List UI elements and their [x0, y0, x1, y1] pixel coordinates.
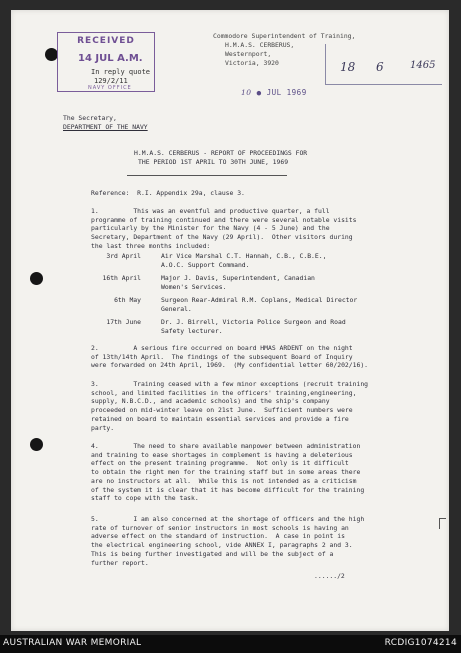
archive-footer	[0, 635, 461, 653]
stamp-reply-label: In reply quote	[91, 68, 151, 76]
subject-underline	[127, 175, 287, 176]
visit-description: Surgeon Rear-Admiral R.M. Coplans, Medical Director General.	[161, 296, 358, 313]
file-number-b: 6	[376, 60, 384, 74]
recipient-line2: DEPARTMENT OF THE NAVY	[63, 123, 148, 131]
visit-description: Major J. Davis, Superintendent, Canadian Women's Services.	[161, 274, 315, 291]
visit-date: 17th June	[106, 318, 141, 326]
recipient-line1: The Secretary,	[63, 114, 117, 122]
subject-line2: THE PERIOD 1ST APRIL TO 30TH JUNE, 1969	[138, 158, 289, 166]
visit-date: 3rd April	[106, 252, 141, 260]
punch-hole-middle	[30, 272, 43, 285]
visit-date: 6th May	[114, 296, 141, 304]
sender-address: Commodore Superintendent of Training, H.M.A.S. CERBERUS, Westernport, Victoria, 3920	[213, 32, 356, 67]
date-stamp-month-year: JUL 1969	[266, 88, 307, 97]
footer-source: AUSTRALIAN WAR MEMORIAL	[3, 638, 142, 648]
stamp-date: 14 JUL A.M.	[78, 53, 143, 64]
date-stamp: 10 ● JUL 1969	[241, 88, 307, 97]
punch-hole-bottom	[30, 438, 43, 451]
paragraph-2: 2. A serious fire occurred on board HMAS ARDENT on the night of 13th/14th April. The findings of the subsequent Board of Inquiry were forwarded on 24th April, 1969. (My confidential letter 60/202/16).	[91, 344, 369, 370]
margin-mark	[439, 518, 446, 529]
reference-line: Reference: R.I. Appendix 29a, clause 3.	[91, 189, 245, 197]
received-stamp	[57, 32, 155, 92]
file-number-a: 18	[340, 60, 356, 74]
file-number-c: 1465	[410, 60, 436, 71]
footer-id: RCDIG1074214	[384, 638, 457, 648]
document-page	[11, 10, 449, 631]
paragraph-4: 4. The need to share available manpower between administration and training to ease shortages in complement is having a deleterious effect on the present training programme. Not only is it difficult to obtain the right men for the training staff but in some areas there are no instructors at all. While this is not intended as a criticism of the system it is clear that it has become difficult for the training staff to cope with the task.	[91, 442, 365, 503]
file-number-box	[325, 44, 442, 85]
stamp-unit: NAVY OFFICE	[88, 85, 132, 91]
stamp-reference: 129/2/11	[94, 77, 128, 85]
paragraph-3: 3. Training ceased with a few minor exceptions (recruit training school, and limited facilities in the officers' training,engineering, supply, N.B.C.D., and academic schools) and the ship's company proceeded on mid-winter leave on 21st June. Sufficient numbers were retained on board to maintain essential services and provide a fire party.	[91, 380, 369, 432]
visit-description: Air Vice Marshal C.T. Hannah, C.B., C.B.E., A.O.C. Support Command.	[161, 252, 327, 269]
continuation-marker: ....../2	[314, 572, 345, 580]
paragraph-1: 1. This was an eventful and productive quarter, a full programme of training continued and there were several notable visits particularly by the Minister for the Navy (4 - 5 June) and the Secretary, Department of the Navy (29 April). Other visitors during the last three months included:	[91, 207, 357, 250]
stamp-title: RECEIVED	[77, 36, 135, 46]
paragraph-5: 5. I am also concerned at the shortage of officers and the high rate of turnover of senior instructors in most schools is having an adverse effect on the standard of instruction. A case in point is the electrical engineering school, vide ANNEX I, paragraphs 2 and 3. This is being further investigated and will be the subject of a further report.	[91, 515, 365, 567]
date-stamp-day: 10	[241, 88, 252, 97]
visit-description: Dr. J. Birrell, Victoria Police Surgeon and Road Safety lecturer.	[161, 318, 346, 335]
subject-line1: H.M.A.S. CERBERUS - REPORT OF PROCEEDINGS FOR	[134, 149, 308, 157]
visit-date: 16th April	[102, 274, 141, 282]
